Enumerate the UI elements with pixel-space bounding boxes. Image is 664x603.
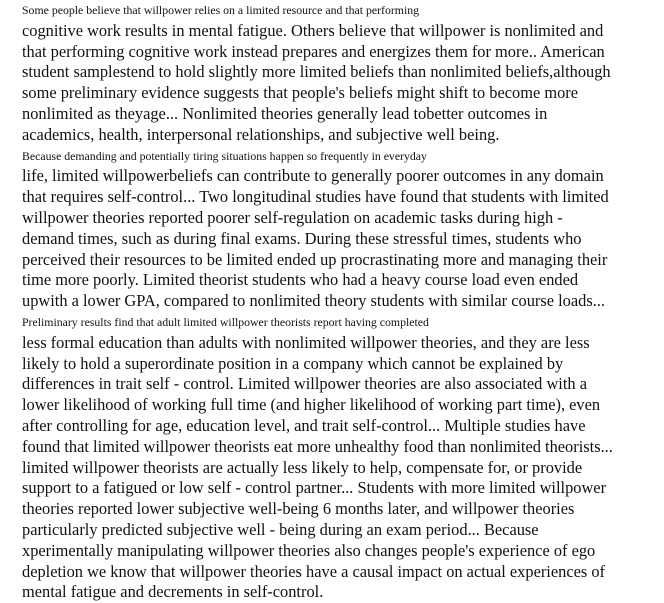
text-line: mental fatigue and decrements in self-control.: [22, 582, 324, 602]
text-line: after controlling for age, education level, and trait self-control... Multiple studies have: [22, 415, 586, 435]
text-line: xperimentally manipulating willpower theories also changes people's experience of ego: [22, 540, 596, 560]
text-line: depletion we know that willpower theories have a causal impact on actual experiences of: [22, 561, 606, 581]
text-line: perceived their resources to be limited ended up procrastinating more and managing their: [22, 249, 608, 269]
text-line: willpower theories reported poorer self-regulation on academic tasks during high -: [22, 207, 563, 227]
paragraph-3: [6, 312, 658, 603]
text-line: Preliminary results find that adult limited willpower theorists report having completed: [22, 314, 429, 329]
text-line: particularly predicted subjective well - being during an exam period... Because: [22, 519, 539, 539]
text-line: academics, health, interpersonal relationships, and subjective well being.: [22, 124, 500, 144]
text-line: Some people believe that willpower relies on a limited resource and that performing: [22, 3, 420, 17]
text-line: student samplestend to hold slightly more limited beliefs than nonlimited beliefs,although: [22, 62, 611, 82]
text-line: limited willpower theorists are actually less likely to help, compensate for, or provide: [22, 457, 583, 477]
text-line: differences in trait self - control. Limited willpower theories are also associated with a: [22, 374, 587, 394]
text-line: cognitive work results in mental fatigue. Others believe that willpower is nonlimited and: [22, 20, 604, 40]
text-line: that requires self-control... Two longitudinal studies have found that students with limited: [22, 187, 609, 207]
text-line: life, limited willpowerbeliefs can contribute to generally poorer outcomes in any domain: [22, 166, 604, 186]
text-line: lower likelihood of working full time (and higher likelihood of working part time), even: [22, 395, 601, 415]
paragraph-2: [6, 146, 658, 312]
text-line: likely to hold a superordinate position in a company which cannot be explained by: [22, 353, 564, 373]
text-line: nonlimited as theyage... Nonlimited theories generally lead tobetter outcomes in: [22, 103, 548, 123]
paragraph-1: [6, 0, 658, 146]
text-line: support to a fatigued or low self - control partner... Students with more limited willpower: [22, 478, 607, 498]
text-line: some preliminary evidence suggests that people's beliefs might shift to become more: [22, 83, 578, 103]
text-line: found that limited willpower theorists eat more unhealthy food than nonlimited theorists...: [22, 436, 613, 456]
text-line: theories reported lower subjective well-being 6 months later, and willpower theories: [22, 499, 575, 519]
text-line: time more poorly. Limited theorist students who had a heavy course load even ended: [22, 270, 579, 290]
text-line: Because demanding and potentially tiring situations happen so frequently in everyday: [22, 148, 427, 163]
text-line: less formal education than adults with nonlimited willpower theories, and they are less: [22, 332, 590, 352]
text-line: that performing cognitive work instead prepares and energizes them for more.. American: [22, 41, 605, 61]
text-line: demand times, such as during final exams. During these stressful times, students who: [22, 228, 582, 248]
document-body: [6, 0, 658, 603]
text-line: upwith a lower GPA, compared to nonlimited theory students with similar course loads...: [22, 291, 605, 311]
